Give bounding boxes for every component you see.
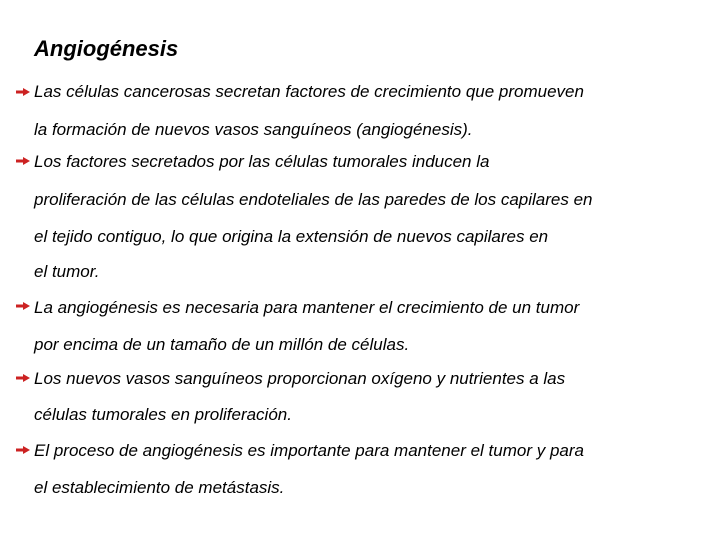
bullet-line: células tumorales en proliferación. <box>34 405 292 424</box>
arrow-right-icon <box>16 446 30 454</box>
bullet-line: El proceso de angiogénesis es importante para mantener el tumor y para <box>34 441 584 460</box>
bullet-line: La angiogénesis es necesaria para mantener el crecimiento de un tumor <box>34 298 580 317</box>
arrow-right-icon <box>16 88 30 96</box>
bullet-line: la formación de nuevos vasos sanguíneos (angiogénesis). <box>34 120 473 139</box>
slide-title: Angiogénesis <box>34 36 179 61</box>
bullet-line: Las células cancerosas secretan factores de crecimiento que promueven <box>34 82 584 101</box>
arrow-right-icon <box>16 302 30 310</box>
bullet-line: el establecimiento de metástasis. <box>34 478 285 497</box>
bullet-line: el tejido contiguo, lo que origina la extensión de nuevos capilares en <box>34 227 549 246</box>
bullet-line: Los nuevos vasos sanguíneos proporcionan oxígeno y nutrientes a las <box>34 369 566 388</box>
arrow-right-icon <box>16 374 30 382</box>
arrow-right-icon <box>16 157 30 165</box>
bullet-line: proliferación de las células endoteliales de las paredes de los capilares en <box>34 190 593 209</box>
bullet-line: por encima de un tamaño de un millón de células. <box>34 335 410 354</box>
bullet-line: el tumor. <box>34 262 100 281</box>
bullet-line: Los factores secretados por las células tumorales inducen la <box>34 152 490 171</box>
